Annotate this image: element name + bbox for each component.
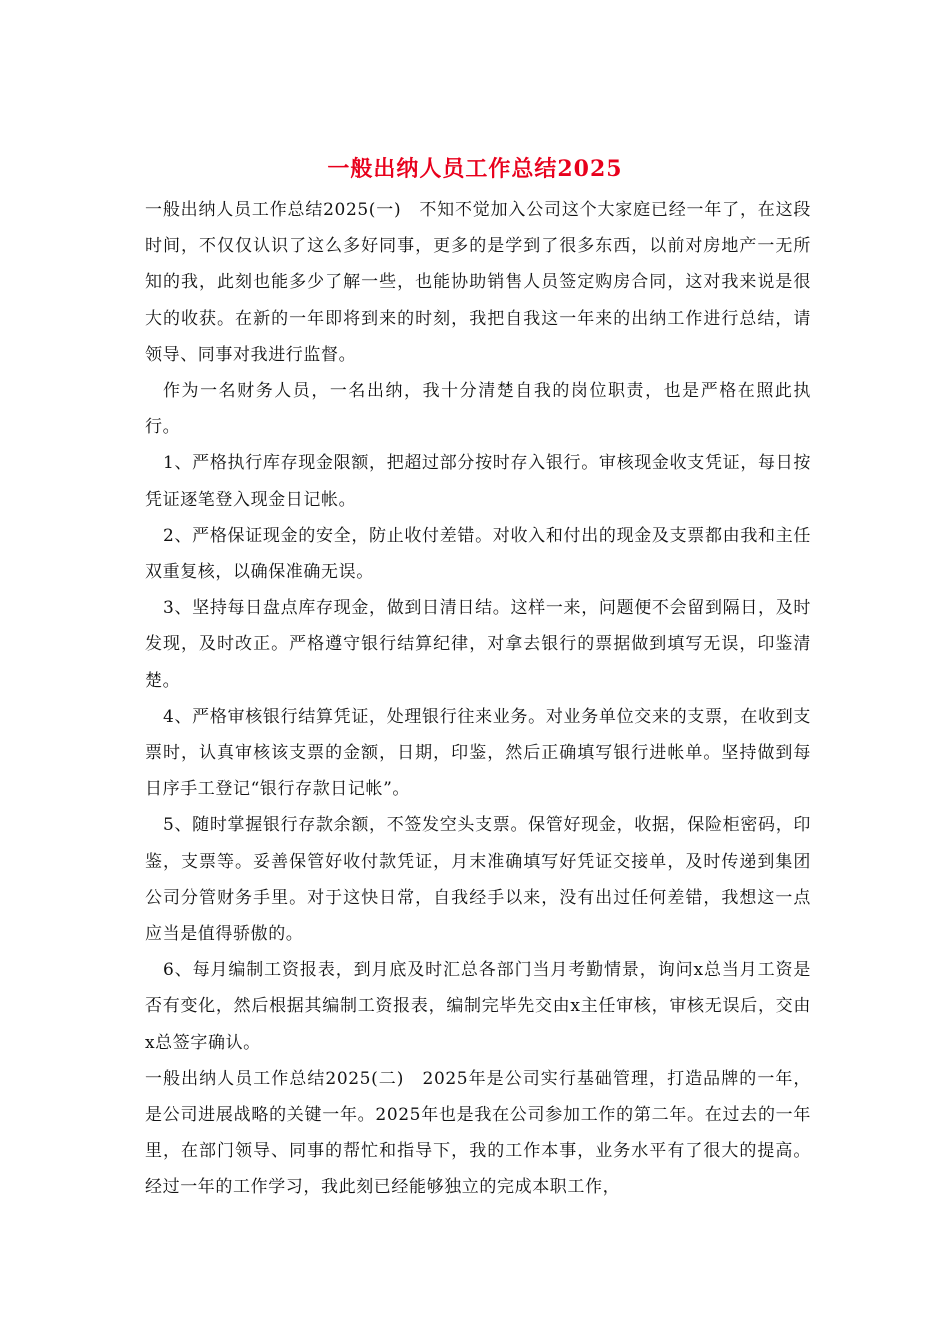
paragraph-item-3: 3、坚持每日盘点库存现金，做到日清日结。这样一来，问题便不会留到隔日，及时发现，及时改正。严格遵守银行结算纪律，对拿去银行的票据做到填写无误，印鉴清楚。 — [145, 598, 811, 691]
paragraph-item-6: 6、每月编制工资报表，到月底及时汇总各部门当月考勤情景，询问x总当月工资是否有变化，然后根据其编制工资报表，编制完毕先交由x主任审核，审核无误后，交由x总签字确认。 — [145, 960, 811, 1053]
paragraph-item-2: 2、严格保证现金的安全，防止收付差错。对收入和付出的现金及支票都由我和主任双重复核，以确保准确无误。 — [145, 525, 811, 583]
paragraph-item-5: 5、随时掌握银行存款余额，不签发空头支票。保管好现金，收据，保险柜密码，印鉴，支票等。妥善保管好收付款凭证，月末准确填写好凭证交接单，及时传递到集团公司分管财务手里。对于这快日常，自我经手以来，没有出过任何差错，我想这一点应当是值得骄傲的。 — [145, 815, 811, 945]
paragraph-intro-one: 一般出纳人员工作总结2025(一) 不知不觉加入公司这个大家庭已经一年了，在这段时间，不仅仅认识了这么多好同事，更多的是学到了很多东西，以前对房地产一无所知的我，此刻也能多少了解一些，也能协助销售人员签定购房合同，这对我来说是很大的收获。在新的一年即将到来的时刻，我把自我这一年来的出纳工作进行总结，请领导、同事对我进行监督。 — [145, 200, 811, 365]
paragraph-item-4: 4、严格审核银行结算凭证，处理银行往来业务。对业务单位交来的支票，在收到支票时，认真审核该支票的金额，日期，印鉴，然后正确填写银行进帐单。坚持做到每日序手工登记“银行存款日记帐”。 — [145, 706, 811, 800]
paragraph-role: 作为一名财务人员，一名出纳，我十分清楚自我的岗位职责，也是严格在照此执行。 — [145, 381, 811, 438]
paragraph-intro-two: 一般出纳人员工作总结2025(二) 2025年是公司实行基础管理，打造品牌的一年，是公司进展战略的关键一年。2025年也是我在公司参加工作的第二年。在过去的一年里，在部门领导、同事的帮忙和指导下，我的工作本事，业务水平有了很大的提高。经过一年的工作学习，我此刻已经能够独立的完成本职工作， — [145, 1068, 811, 1198]
document-body — [145, 192, 811, 1206]
paragraph-item-1: 1、严格执行库存现金限额，把超过部分按时存入银行。审核现金收支凭证，每日按凭证逐笔登入现金日记帐。 — [145, 453, 811, 510]
document-title: 一般出纳人员工作总结2025 — [327, 156, 623, 182]
